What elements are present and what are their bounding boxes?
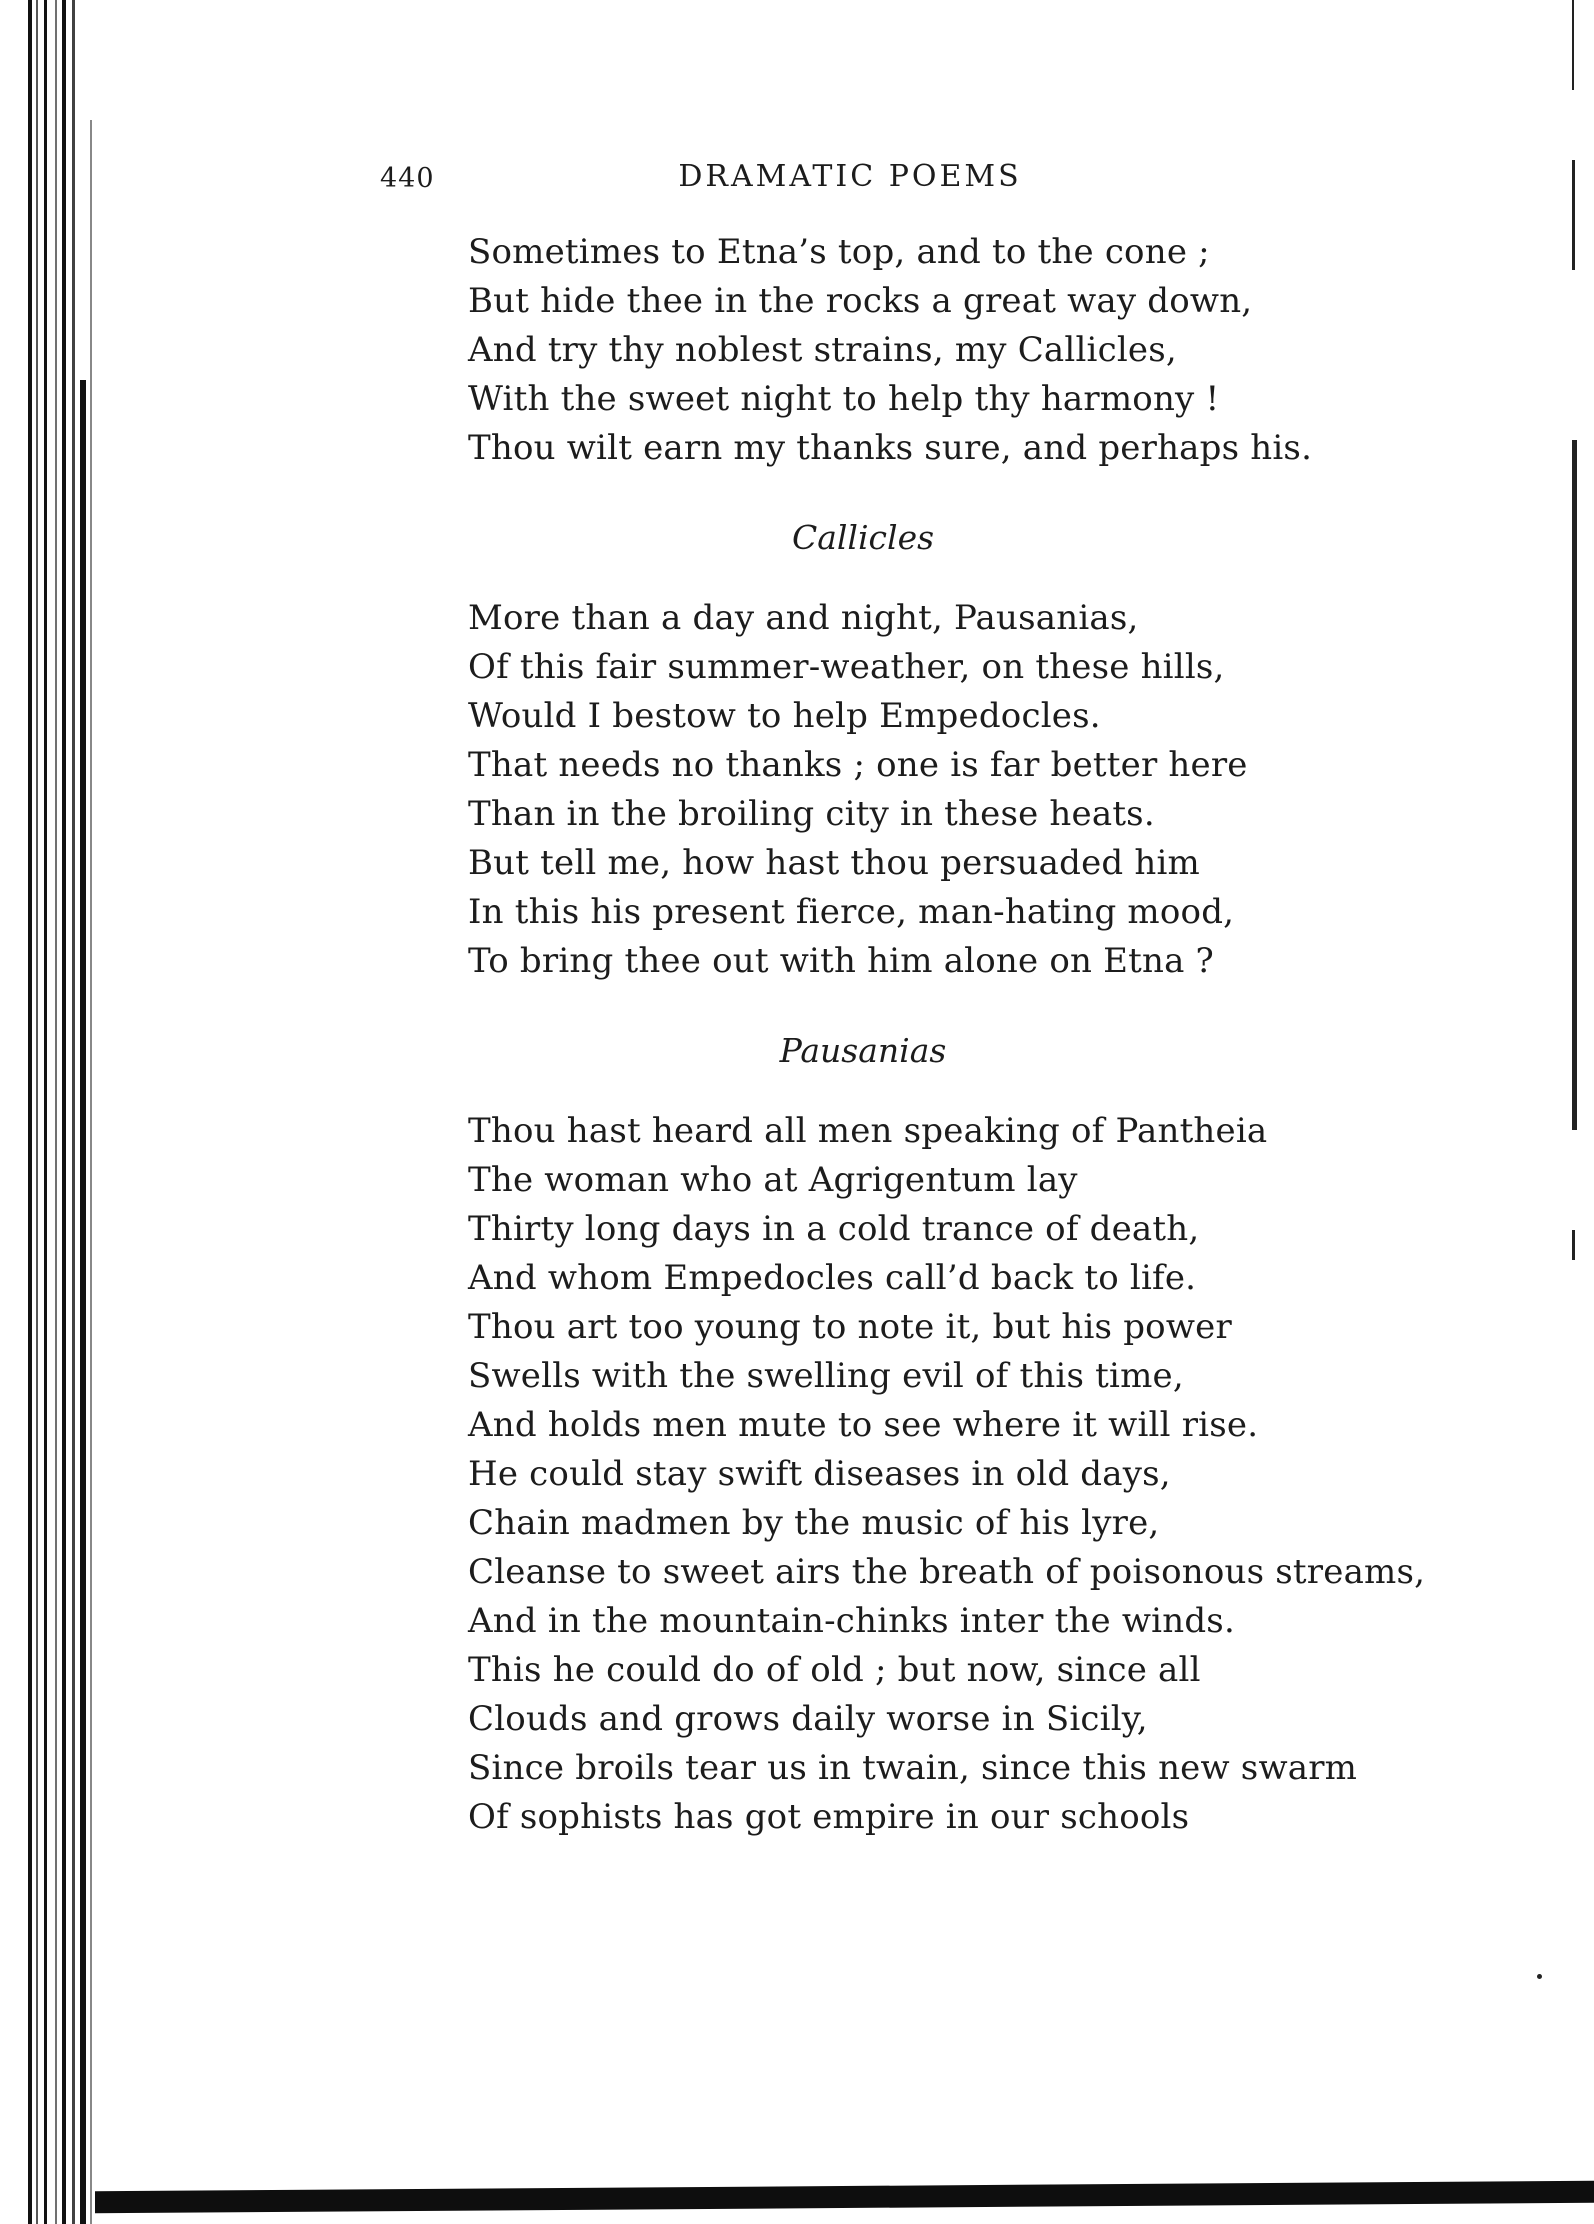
scan-speck [1537,1974,1542,1979]
verse-line: Thou art too young to note it, but his power [468,1307,1232,1347]
verse-line: But tell me, how hast thou persuaded him [468,843,1200,883]
verse-line: Of this fair summer-weather, on these hills, [468,647,1225,687]
verse-line: Thou hast heard all men speaking of Pantheia [468,1111,1268,1151]
speaker-name: Pausanias [779,1031,947,1070]
verse-line: To bring thee out with him alone on Etna ? [468,941,1214,981]
binding-shadow [80,380,86,2224]
verse-line: With the sweet night to help thy harmony ! [468,379,1220,419]
verse-line: Than in the broiling city in these heats. [468,794,1155,834]
speaker-name: Callicles [791,518,935,557]
stanza [468,228,1448,473]
verse-line: And in the mountain-chinks inter the winds. [468,1601,1235,1641]
page-right-edge [1572,160,1575,270]
verse-line: Sometimes to Etna’s top, and to the cone ; [468,232,1210,272]
verse-line: Since broils tear us in twain, since this new swarm [468,1748,1358,1788]
verse-line: Thirty long days in a cold trance of death, [468,1209,1200,1249]
verse-line: Swells with the swelling evil of this time, [468,1356,1184,1396]
binding-shadow [90,120,92,2224]
stanza [468,1107,1448,1842]
verse-line: The woman who at Agrigentum lay [468,1160,1078,1200]
verse-line: And try thy noblest strains, my Callicles, [468,330,1177,370]
binding-shadow [72,0,75,2224]
page-right-edge [1572,1230,1575,1260]
page-bottom-edge [95,2181,1594,2213]
verse-line: But hide thee in the rocks a great way down, [468,281,1253,321]
verse-line: That needs no thanks ; one is far better here [468,745,1248,785]
stanza [468,594,1448,986]
binding-shadow [44,0,47,2224]
page-number: 440 [380,163,435,194]
verse-line: More than a day and night, Pausanias, [468,598,1139,638]
page-right-edge [1572,440,1577,1130]
verse-line: Clouds and grows daily worse in Sicily, [468,1699,1148,1739]
verse-line: Would I bestow to help Empedocles. [468,696,1101,736]
verse-line: And holds men mute to see where it will rise. [468,1405,1259,1445]
verse-line: In this his present fierce, man-hating mood, [468,892,1235,932]
binding-shadow [36,0,38,2224]
verse-line: Chain madmen by the music of his lyre, [468,1503,1160,1543]
verse-line: Thou wilt earn my thanks sure, and perhaps his. [468,428,1313,468]
page-header [380,155,1140,195]
verse-line: Cleanse to sweet airs the breath of poisonous streams, [468,1552,1426,1592]
binding-shadow [62,0,66,2224]
page-right-edge [1572,0,1574,90]
binding-shadow [28,0,32,2224]
verse-line: This he could do of old ; but now, since all [468,1650,1201,1690]
verse-line: And whom Empedocles call’d back to life. [468,1258,1197,1298]
verse-line: Of sophists has got empire in our schools [468,1797,1190,1837]
poem-text [468,228,1448,1842]
binding-shadow [55,0,57,2224]
running-head: DRAMATIC POEMS [678,159,1022,194]
verse-line: He could stay swift diseases in old days, [468,1454,1171,1494]
